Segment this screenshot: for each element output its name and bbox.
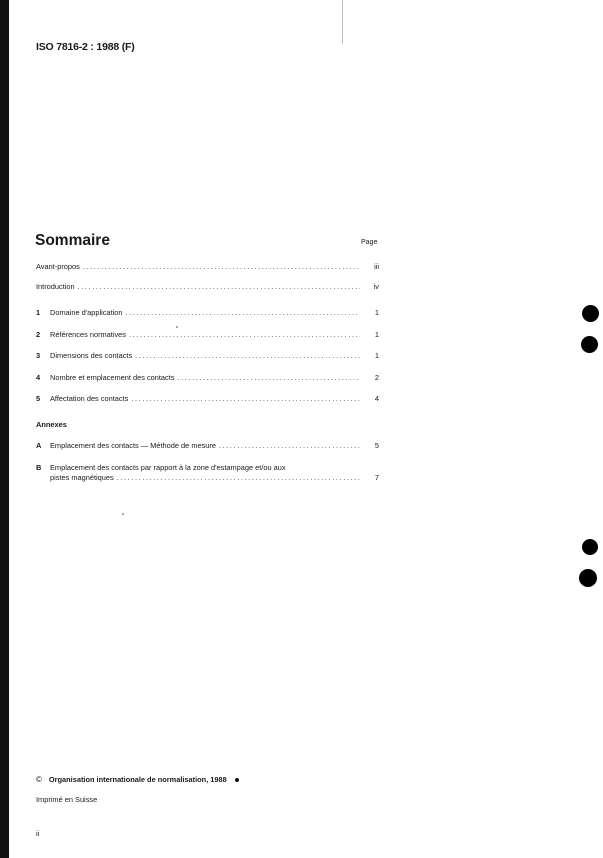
toc-annex-page: 5	[374, 441, 379, 450]
toc-entry-page: 1	[374, 330, 379, 339]
dot-leader	[131, 394, 360, 403]
bullet-icon	[235, 778, 239, 782]
copyright-line	[36, 775, 239, 784]
toc-entry-page: 1	[374, 351, 379, 360]
toc-annex-label-line2: pistes magnétiques	[50, 473, 114, 482]
toc-entry-page: iv	[373, 282, 379, 291]
punch-hole-icon	[582, 305, 599, 322]
toc-entry-2[interactable]	[36, 330, 379, 342]
toc-entry-number: 5	[36, 394, 41, 403]
toc-entry-label: Affectation des contacts	[50, 394, 129, 403]
toc-entry-1[interactable]	[36, 308, 379, 320]
toc-entry-label: Avant-propos	[36, 262, 80, 271]
toc-entry-label: Références normatives	[50, 330, 126, 339]
dot-leader	[177, 373, 360, 382]
toc-annex-label-line1: Emplacement des contacts par rapport à la zone d'estampage et/ou aux	[50, 463, 286, 472]
toc-entry-page: iii	[374, 262, 379, 271]
copyright-text: Organisation internationale de normalisation, 1988	[48, 775, 227, 784]
toc-annex-b[interactable]	[36, 463, 379, 482]
toc-entry-number: 2	[36, 330, 41, 339]
toc-entry-introduction[interactable]	[36, 282, 379, 294]
toc-entry-page: 1	[374, 308, 379, 317]
toc-annex-label: Emplacement des contacts — Méthode de mesure	[50, 441, 216, 450]
scan-speck	[176, 326, 178, 328]
toc-entry-number: 1	[36, 308, 41, 317]
printed-in: Imprimé en Suisse	[36, 795, 98, 804]
toc-annex-letter: A	[36, 441, 42, 450]
toc-entry-page: 4	[374, 394, 379, 403]
punch-hole-icon	[581, 336, 598, 353]
dot-leader	[219, 441, 360, 450]
punch-hole-icon	[579, 569, 597, 587]
copyright-symbol: ©	[36, 775, 42, 784]
toc-entry-label: Introduction	[36, 282, 75, 291]
toc-annex-page: 7	[374, 473, 379, 482]
dot-leader	[135, 351, 360, 360]
toc-annex-a[interactable]	[36, 441, 379, 453]
scan-edge-bar	[0, 0, 9, 858]
toc-entry-label: Dimensions des contacts	[50, 351, 133, 360]
document-header: ISO 7816-2 : 1988 (F)	[36, 41, 135, 53]
dot-leader	[126, 308, 361, 317]
toc-entry-avant-propos[interactable]	[36, 262, 379, 274]
annexes-heading: Annexes	[36, 420, 67, 429]
scan-speck	[122, 513, 124, 515]
page-number: ii	[36, 829, 40, 838]
toc-title: Sommaire	[35, 232, 110, 249]
toc-entry-number: 3	[36, 351, 41, 360]
toc-entry-label: Nombre et emplacement des contacts	[50, 373, 175, 382]
toc-page-column-label: Page	[361, 239, 378, 246]
toc-entry-page: 2	[374, 373, 379, 382]
dot-leader	[117, 473, 360, 482]
scan-fold-line	[342, 0, 343, 44]
toc-entry-label: Domaine d'application	[50, 308, 123, 317]
toc-entry-number: 4	[36, 373, 41, 382]
toc-annex-letter: B	[36, 463, 42, 472]
dot-leader	[78, 282, 360, 291]
toc-entry-4[interactable]	[36, 373, 379, 385]
dot-leader	[83, 262, 360, 271]
toc-entry-5[interactable]	[36, 394, 379, 406]
toc-entry-3[interactable]	[36, 351, 379, 363]
dot-leader	[129, 330, 360, 339]
punch-hole-icon	[582, 539, 598, 555]
